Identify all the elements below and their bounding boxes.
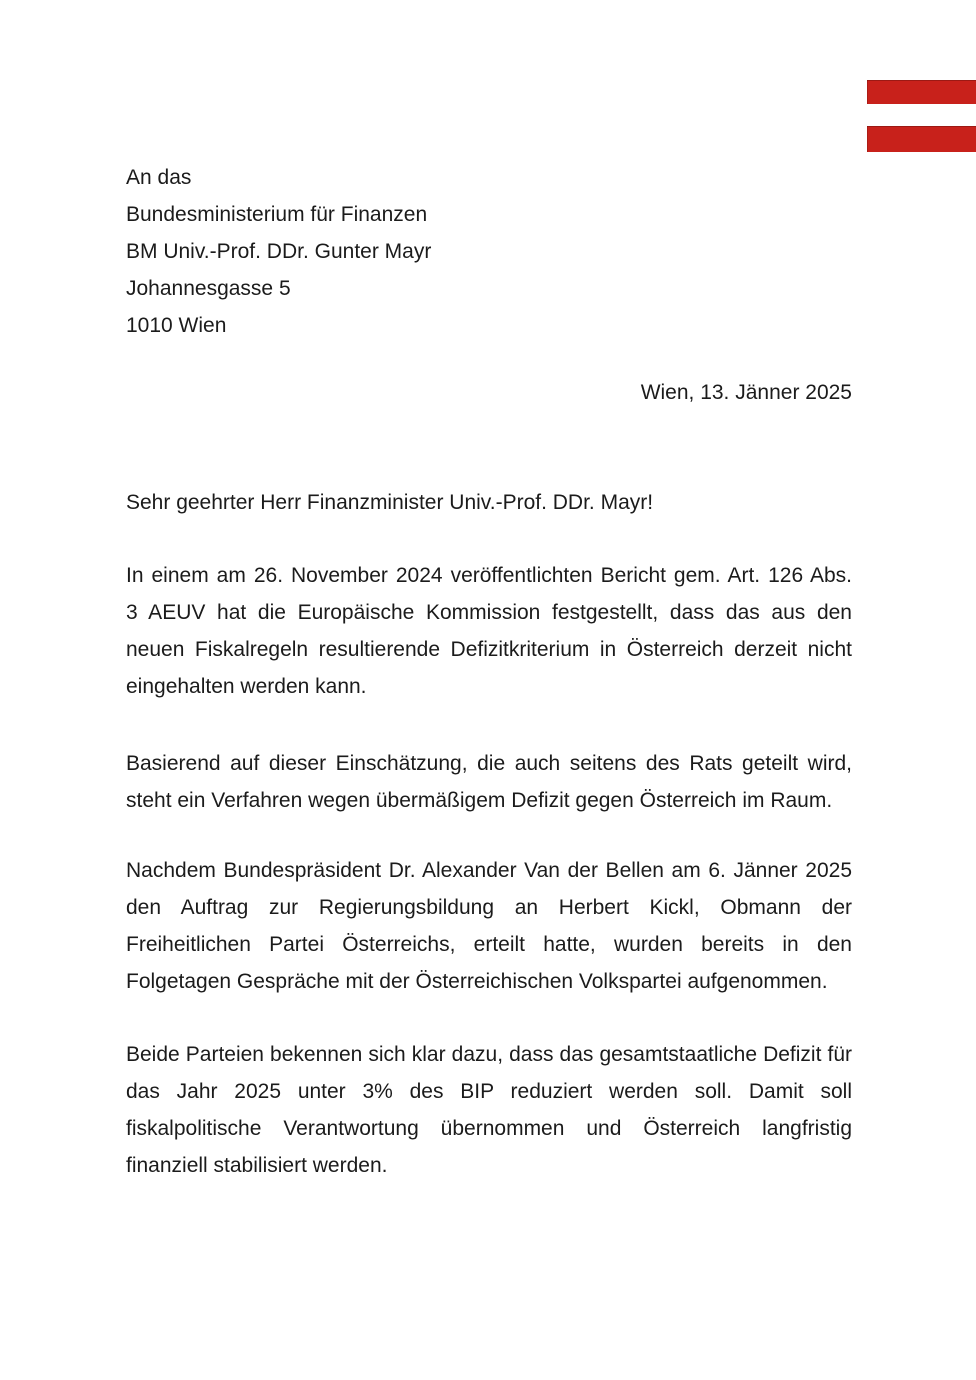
paragraph-line: Beide Parteien bekennen sich klar dazu, dass das gesamtstaatliche Defizit für bbox=[126, 1043, 852, 1066]
recipient-line: BM Univ.-Prof. DDr. Gunter Mayr bbox=[126, 240, 432, 263]
austria-flag-bar-bottom bbox=[867, 126, 976, 152]
paragraph-line: das Jahr 2025 unter 3% des BIP reduziert werden soll. Damit soll bbox=[126, 1080, 852, 1103]
recipient-line: Johannesgasse 5 bbox=[126, 277, 291, 300]
body-paragraph-2 bbox=[126, 745, 852, 819]
recipient-line: 1010 Wien bbox=[126, 314, 227, 337]
paragraph-line: fiskalpolitische Verantwortung übernommen und Österreich langfristig bbox=[126, 1117, 852, 1140]
paragraph-line: eingehalten werden kann. bbox=[126, 675, 367, 698]
recipient-line: An das bbox=[126, 166, 192, 189]
paragraph-line: Basierend auf dieser Einschätzung, die auch seitens des Rats geteilt wird, bbox=[126, 752, 852, 775]
recipient-line: Bundesministerium für Finanzen bbox=[126, 203, 428, 226]
recipient-address-block bbox=[126, 159, 852, 344]
paragraph-line: steht ein Verfahren wegen übermäßigem Defizit gegen Österreich im Raum. bbox=[126, 789, 833, 812]
body-paragraph-1 bbox=[126, 557, 852, 705]
paragraph-line: Folgetagen Gespräche mit der Österreichischen Volkspartei aufgenommen. bbox=[126, 970, 828, 993]
paragraph-line: In einem am 26. November 2024 veröffentlichten Bericht gem. Art. 126 Abs. bbox=[126, 564, 852, 587]
body-paragraph-3 bbox=[126, 852, 852, 1000]
paragraph-line: 3 AEUV hat die Europäische Kommission festgestellt, dass das aus den bbox=[126, 601, 852, 624]
date-line: Wien, 13. Jänner 2025 bbox=[640, 381, 852, 404]
body-paragraph-4 bbox=[126, 1036, 852, 1184]
paragraph-line: finanziell stabilisiert werden. bbox=[126, 1154, 388, 1177]
paragraph-line: Freiheitlichen Partei Österreichs, erteilt hatte, wurden bereits in den bbox=[126, 933, 852, 956]
austria-flag-bar-top bbox=[867, 80, 976, 104]
paragraph-line: Nachdem Bundespräsident Dr. Alexander Van der Bellen am 6. Jänner 2025 bbox=[126, 859, 852, 882]
paragraph-line: den Auftrag zur Regierungsbildung an Herbert Kickl, Obmann der bbox=[126, 896, 852, 919]
salutation: Sehr geehrter Herr Finanzminister Univ.-Prof. DDr. Mayr! bbox=[126, 491, 654, 514]
paragraph-line: neuen Fiskalregeln resultierende Defizitkriterium in Österreich derzeit nicht bbox=[126, 638, 852, 661]
